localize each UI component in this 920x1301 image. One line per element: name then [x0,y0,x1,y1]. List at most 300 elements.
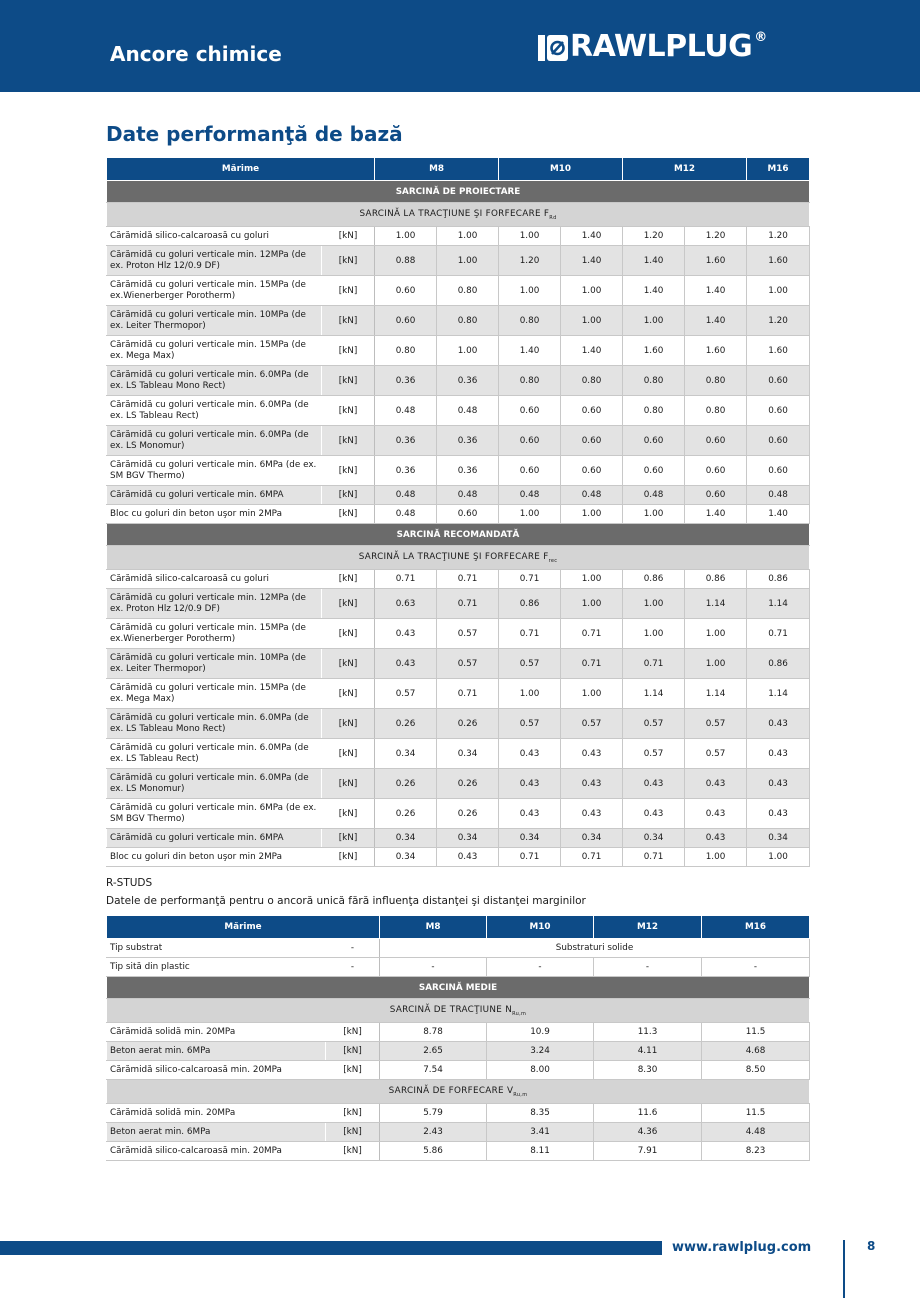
row-value: 0.48 [375,396,437,426]
row-value: 1.20 [747,227,810,246]
row-label: Beton aerat min. 6MPa [107,1042,326,1061]
table-row [107,709,810,739]
row-value: 1.00 [561,589,623,619]
row-value: 0.80 [437,276,499,306]
row-value: 0.48 [623,486,685,505]
row-unit: [kN] [322,769,375,799]
row-unit: [kN] [326,1042,380,1061]
row-value: 8.00 [487,1061,594,1080]
row-value: 0.71 [747,619,810,649]
footer-bar [0,1241,662,1255]
size-header-m10: M10 [499,158,623,181]
row-value: 0.57 [623,739,685,769]
row-value: 0.36 [437,426,499,456]
subgroup-title [107,546,810,570]
table-row [107,769,810,799]
row-value: 0.34 [623,829,685,848]
row-value: 0.48 [375,486,437,505]
row-value: 0.57 [623,709,685,739]
row-value: 0.60 [375,306,437,336]
row-value: 0.34 [375,829,437,848]
row-value: 0.43 [375,649,437,679]
row-value: 0.60 [499,396,561,426]
row-value: 1.00 [499,679,561,709]
row-label: Cărămidă cu goluri verticale min. 15MPa (de ex.Wienerberger Porotherm) [107,276,322,306]
row-label: Cărămidă cu goluri verticale min. 6.0MPa (de ex. LS Monomur) [107,426,322,456]
footer-url[interactable]: www.rawlplug.com [672,1240,812,1255]
size-header-m12: M12 [594,916,702,939]
row-value: 1.20 [499,246,561,276]
row-value: 1.00 [623,619,685,649]
table-row [107,306,810,336]
row-value: 0.60 [747,456,810,486]
table-row [107,366,810,396]
size-header-m10: M10 [487,916,594,939]
row-value: 0.80 [499,366,561,396]
table-row [107,505,810,524]
row-value: 1.40 [499,336,561,366]
row-value: 0.63 [375,589,437,619]
row-label: Cărămidă silico-calcaroasă cu goluri [107,227,322,246]
row-value: 0.86 [747,570,810,589]
row-value: 1.00 [747,276,810,306]
row-value: 0.80 [623,396,685,426]
row-value: 0.34 [561,829,623,848]
row-value: 1.00 [561,505,623,524]
page-header [0,0,920,92]
row-value: 1.40 [623,276,685,306]
row-value: 1.00 [437,246,499,276]
size-header-m8: M8 [375,158,499,181]
row-value: 1.20 [685,227,747,246]
row-value: 0.57 [437,619,499,649]
row-value: 1.00 [437,227,499,246]
row-label: Cărămidă cu goluri verticale min. 6MPa (de ex. SM BGV Thermo) [107,456,322,486]
row-label: Cărămidă cu goluri verticale min. 15MPa (de ex. Mega Max) [107,336,322,366]
row-value: 0.48 [747,486,810,505]
table-row [107,227,810,246]
group-title: SARCINĂ RECOMANDATĂ [107,524,810,546]
table-row [107,276,810,306]
row-value: 1.40 [561,246,623,276]
row-value: 1.00 [499,227,561,246]
row-value: 1.00 [561,306,623,336]
row-value: 1.00 [499,505,561,524]
row-value: 0.60 [623,456,685,486]
row-value: 1.00 [623,589,685,619]
row-value: 1.14 [747,589,810,619]
row-value: 0.36 [375,426,437,456]
row-value: 1.40 [623,246,685,276]
table-row [107,246,810,276]
row-unit: [kN] [322,829,375,848]
row-value: 1.40 [685,306,747,336]
row-value: 0.34 [375,739,437,769]
table-row [107,1142,810,1161]
row-value: 7.54 [380,1061,487,1080]
row-value: 0.26 [437,799,499,829]
subgroup-text: SARCINĂ DE FORFECARE V [388,1085,514,1096]
row-value: 2.43 [380,1123,487,1142]
row-value: 0.57 [499,649,561,679]
row-unit: [kN] [322,505,375,524]
row-value: 1.60 [747,336,810,366]
row-label: Cărămidă cu goluri verticale min. 15MPa (de ex.Wienerberger Porotherm) [107,619,322,649]
row-unit: [kN] [326,1061,380,1080]
row-value: 8.30 [594,1061,702,1080]
row-value: 0.60 [747,366,810,396]
row-value: 0.71 [375,570,437,589]
row-value: 0.80 [437,306,499,336]
row-label: Cărămidă cu goluri verticale min. 6MPA [107,486,322,505]
row-label: Bloc cu goluri din beton uşor min 2MPa [107,848,322,867]
rawlplug-logo-icon [538,32,568,62]
row-value: 0.43 [561,799,623,829]
row-value: 0.60 [747,426,810,456]
row-value: 0.43 [747,769,810,799]
substrate-row [107,939,810,958]
row-value: 1.00 [437,336,499,366]
table-row [107,570,810,589]
row-value: 1.00 [623,505,685,524]
table-row [107,619,810,649]
row-value: 0.60 [437,505,499,524]
table-row [107,799,810,829]
row-label: Cărămidă silico-calcaroasă cu goluri [107,570,322,589]
table-row [107,1061,810,1080]
row-value: 1.00 [685,848,747,867]
table-row [107,1023,810,1042]
performance-table [106,157,810,867]
row-value: 1.14 [685,589,747,619]
row-value: 0.60 [685,456,747,486]
row-value: 0.60 [561,396,623,426]
row-value: 0.60 [685,426,747,456]
subgroup-text: SARCINĂ DE TRACŢIUNE N [389,1004,513,1015]
row-value: 1.60 [685,246,747,276]
row-label: Cărămidă solidă min. 20MPa [107,1023,326,1042]
row-unit: [kN] [322,276,375,306]
row-label: Tip substrat [107,939,326,958]
row-value: 8.23 [702,1142,810,1161]
row-value: 1.00 [561,679,623,709]
row-value: 0.43 [747,739,810,769]
row-value: 0.43 [685,829,747,848]
row-value: 0.43 [375,619,437,649]
row-value: - [487,958,594,977]
row-label: Cărămidă cu goluri verticale min. 12MPa (de ex. Proton Hlz 12/0.9 DF) [107,246,322,276]
row-value: 0.60 [375,276,437,306]
row-value: - [380,958,487,977]
row-value: 1.14 [623,679,685,709]
row-value: 0.86 [623,570,685,589]
row-value: 0.71 [499,848,561,867]
row-value: 0.36 [437,366,499,396]
row-value: 0.60 [747,396,810,426]
row-value: 0.71 [623,848,685,867]
size-header-m16: M16 [702,916,810,939]
row-value: 4.68 [702,1042,810,1061]
row-unit: [kN] [322,679,375,709]
size-header-m16: M16 [747,158,810,181]
row-value: 0.57 [685,739,747,769]
row-value: 1.14 [747,679,810,709]
row-value: 0.36 [375,456,437,486]
size-header-m8: M8 [380,916,487,939]
row-unit: [kN] [322,649,375,679]
row-unit: [kN] [322,709,375,739]
row-value: 0.80 [499,306,561,336]
row-unit: [kN] [322,619,375,649]
row-unit: [kN] [322,336,375,366]
header-title: Ancore chimice [110,42,282,66]
row-label: Cărămidă silico-calcaroasă min. 20MPa [107,1061,326,1080]
sleeve-row [107,958,810,977]
row-label: Cărămidă cu goluri verticale min. 6MPa (de ex. SM BGV Thermo) [107,799,322,829]
row-unit: [kN] [326,1123,380,1142]
row-unit: [kN] [322,848,375,867]
row-value: 5.86 [380,1142,487,1161]
row-value: 1.00 [561,276,623,306]
row-unit: [kN] [322,739,375,769]
row-label: Cărămidă cu goluri verticale min. 6.0MPa (de ex. LS Tableau Mono Rect) [107,366,322,396]
row-unit: [kN] [322,570,375,589]
subgroup-subscript: Ru,m [512,1010,527,1017]
row-label: Cărămidă cu goluri verticale min. 6MPA [107,829,322,848]
row-value: 0.60 [561,456,623,486]
row-label: Beton aerat min. 6MPa [107,1123,326,1142]
row-value: 0.36 [375,366,437,396]
row-unit: - [326,958,380,977]
row-value: 8.78 [380,1023,487,1042]
row-unit: [kN] [322,456,375,486]
row-value: 1.40 [685,505,747,524]
row-value: 7.91 [594,1142,702,1161]
row-value: 0.26 [375,799,437,829]
row-value: 1.00 [685,619,747,649]
row-unit: [kN] [326,1104,380,1123]
row-value: 0.43 [499,799,561,829]
row-value: 0.43 [623,799,685,829]
row-value: 3.24 [487,1042,594,1061]
table-row [107,426,810,456]
table-row [107,829,810,848]
row-unit: [kN] [326,1142,380,1161]
row-value: 1.60 [685,336,747,366]
row-unit: [kN] [326,1023,380,1042]
table-row [107,679,810,709]
row-value: 0.60 [499,426,561,456]
row-value: 0.34 [437,739,499,769]
row-value: 0.48 [375,505,437,524]
row-value: 0.26 [375,709,437,739]
row-value: 2.65 [380,1042,487,1061]
row-label: Cărămidă cu goluri verticale min. 6.0MPa (de ex. LS Tableau Rect) [107,396,322,426]
row-value: 0.43 [561,769,623,799]
row-value: 0.71 [561,848,623,867]
row-label: Cărămidă cu goluri verticale min. 6.0MPa (de ex. LS Tableau Rect) [107,739,322,769]
row-value: 0.71 [437,679,499,709]
row-value: 1.00 [561,570,623,589]
row-value: 0.57 [499,709,561,739]
row-value: 0.36 [437,456,499,486]
row-value: 1.00 [747,848,810,867]
row-value: 1.00 [375,227,437,246]
table-row [107,848,810,867]
row-value: 0.60 [623,426,685,456]
row-value: 5.79 [380,1104,487,1123]
row-unit: [kN] [322,589,375,619]
subgroup-title [107,999,810,1023]
row-value: 0.43 [499,769,561,799]
row-value: 0.34 [437,829,499,848]
row-value: 0.26 [375,769,437,799]
row-value: 0.71 [499,570,561,589]
row-unit: [kN] [322,246,375,276]
row-value: 1.40 [685,276,747,306]
page-number: 8 [867,1239,876,1253]
row-unit: [kN] [322,227,375,246]
rawlplug-logo [538,30,767,64]
row-value: 0.57 [437,649,499,679]
subgroup-text: SARCINĂ LA TRACŢIUNE ŞI FORFECARE F [358,551,549,562]
row-value: 0.71 [499,619,561,649]
row-value: 0.71 [623,649,685,679]
subgroup-text: SARCINĂ LA TRACŢIUNE ŞI FORFECARE F [359,208,550,219]
table-row [107,1104,810,1123]
row-value: 1.40 [561,336,623,366]
section-title: Date performanţă de bază [106,122,403,146]
row-value: 0.43 [747,799,810,829]
row-label: Cărămidă cu goluri verticale min. 12MPa (de ex. Proton Hlz 12/0.9 DF) [107,589,322,619]
row-value: 11.6 [594,1104,702,1123]
row-value: 1.00 [499,276,561,306]
row-value: 1.40 [561,227,623,246]
subgroup-title [107,1080,810,1104]
rstuds-table [106,915,810,1161]
row-value: 1.14 [685,679,747,709]
size-header-label: Mărime [107,158,375,181]
row-value: 0.43 [747,709,810,739]
table-row [107,589,810,619]
row-value: 0.43 [623,769,685,799]
row-value: 0.34 [747,829,810,848]
row-value: 0.43 [561,739,623,769]
row-value: 1.60 [623,336,685,366]
row-value: 0.86 [685,570,747,589]
subgroup-subscript: rec [548,557,558,564]
row-value: 0.80 [623,366,685,396]
row-value: - [702,958,810,977]
row-value: 0.26 [437,769,499,799]
row-value: 4.48 [702,1123,810,1142]
row-unit: [kN] [322,366,375,396]
row-value: 0.60 [685,486,747,505]
row-value: 11.3 [594,1023,702,1042]
row-value: 3.41 [487,1123,594,1142]
row-label: Cărămidă cu goluri verticale min. 10MPa (de ex. Leiter Thermopor) [107,306,322,336]
row-value: 1.60 [747,246,810,276]
group-title: SARCINĂ DE PROIECTARE [107,181,810,203]
row-value: 0.71 [437,589,499,619]
row-unit: [kN] [322,799,375,829]
row-value: 1.20 [747,306,810,336]
row-value: 0.80 [561,366,623,396]
row-value: 0.34 [499,829,561,848]
row-value: 0.80 [375,336,437,366]
row-value: 0.60 [561,426,623,456]
row-label: Cărămidă cu goluri verticale min. 10MPa (de ex. Leiter Thermopor) [107,649,322,679]
row-value: 4.11 [594,1042,702,1061]
table-row [107,739,810,769]
registered-mark: ® [754,30,768,45]
row-value: 0.34 [375,848,437,867]
table-row [107,1123,810,1142]
row-value: 0.48 [561,486,623,505]
row-value: 1.00 [685,649,747,679]
row-label: Cărămidă cu goluri verticale min. 15MPa (de ex. Mega Max) [107,679,322,709]
row-unit: [kN] [322,426,375,456]
row-label: Cărămidă cu goluri verticale min. 6.0MPa (de ex. LS Monomur) [107,769,322,799]
row-unit: [kN] [322,486,375,505]
row-value: 0.88 [375,246,437,276]
row-value: 8.50 [702,1061,810,1080]
row-value: 0.48 [499,486,561,505]
row-value: - [594,958,702,977]
row-value: 0.57 [685,709,747,739]
size-header-label: Mărime [107,916,380,939]
table-row [107,336,810,366]
row-value: 4.36 [594,1123,702,1142]
row-value: 0.86 [499,589,561,619]
row-value: 10.9 [487,1023,594,1042]
row-value: 0.48 [437,396,499,426]
row-value: 0.80 [685,396,747,426]
table-row [107,1042,810,1061]
substrate-value: Substraturi solide [380,939,810,958]
row-value: 0.71 [437,570,499,589]
rstuds-description: Datele de performanţă pentru o ancoră unică fără influenţa distanţei şi distanţei marginilor [106,895,586,907]
footer-divider [843,1240,845,1298]
row-value: 1.00 [623,306,685,336]
logo-text: RAWLPLUG [570,29,753,64]
row-value: 1.40 [747,505,810,524]
row-value: 8.11 [487,1142,594,1161]
row-label: Cărămidă solidă min. 20MPa [107,1104,326,1123]
subgroup-title [107,203,810,227]
size-header-m12: M12 [623,158,747,181]
row-unit: [kN] [322,396,375,426]
row-value: 0.86 [747,649,810,679]
table-row [107,486,810,505]
row-label: Cărămidă silico-calcaroasă min. 20MPa [107,1142,326,1161]
row-value: 11.5 [702,1104,810,1123]
row-value: 0.60 [499,456,561,486]
row-label: Tip sită din plastic [107,958,326,977]
row-value: 0.57 [561,709,623,739]
row-value: 0.43 [499,739,561,769]
row-value: 0.71 [561,649,623,679]
row-unit: [kN] [322,306,375,336]
row-value: 1.20 [623,227,685,246]
subgroup-subscript: Ru,m [513,1091,528,1098]
row-value: 11.5 [702,1023,810,1042]
table-row [107,649,810,679]
row-value: 0.48 [437,486,499,505]
rstuds-title: R-STUDS [106,877,153,889]
row-value: 8.35 [487,1104,594,1123]
row-label: Bloc cu goluri din beton uşor min 2MPa [107,505,322,524]
